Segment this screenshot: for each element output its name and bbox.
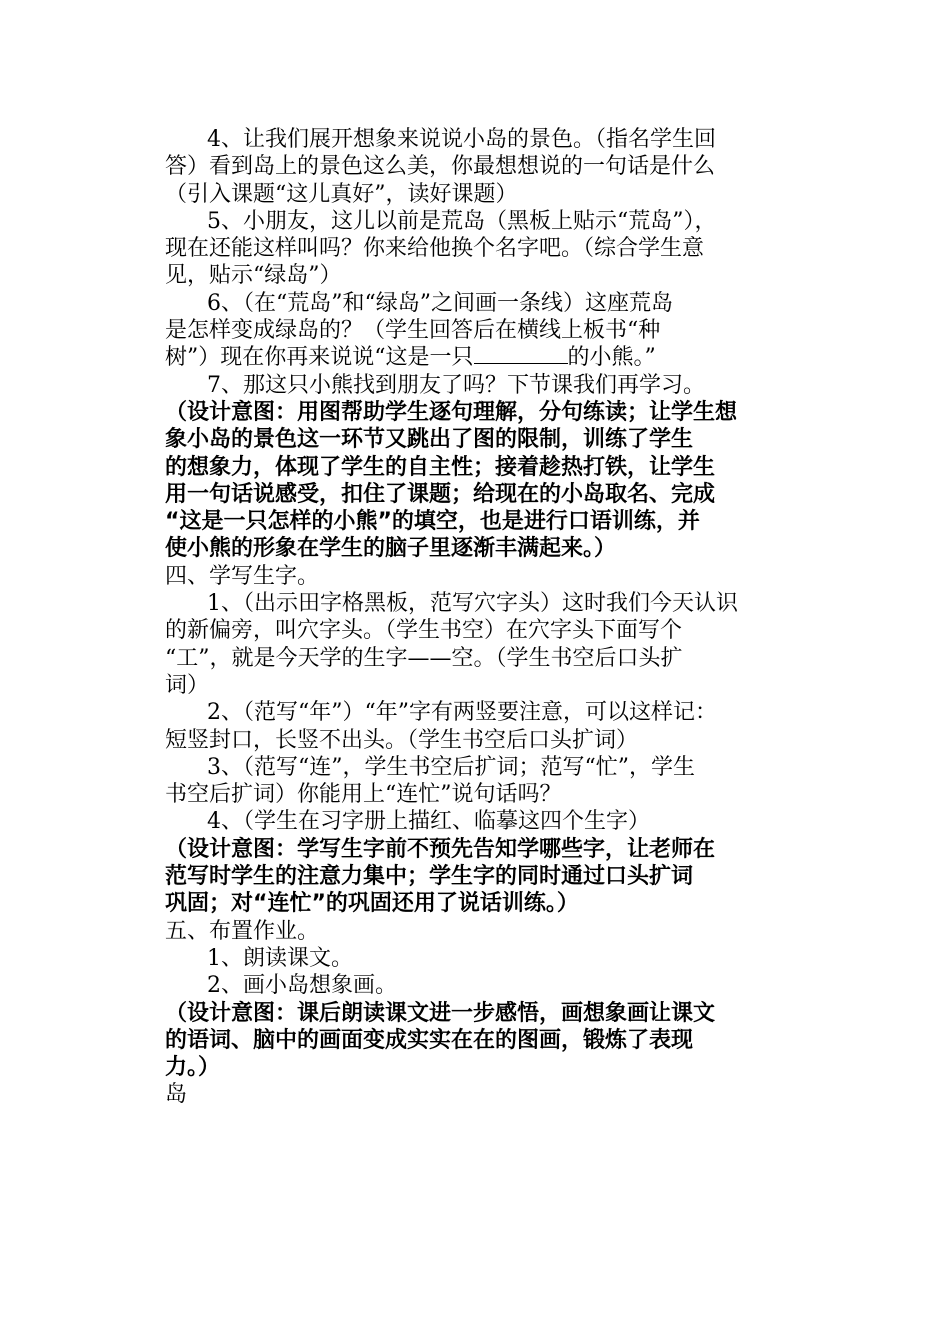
- para-line: 2、（范写“年”）“年”字有两竖要注意，可以这样记：: [207, 700, 717, 726]
- para-line: 5、小朋友，这儿以前是荒岛（黑板上贴示“荒岛”），: [207, 208, 717, 234]
- section-heading: 四、学写生字。: [165, 563, 320, 589]
- para-line: （引入课题“这儿真好”，读好课题）: [165, 181, 518, 207]
- design-note-line: （设计意图：学写生字前不预先告知学哪些字，让老师在: [165, 836, 716, 862]
- design-note-line: 范写时学生的注意力集中；学生字的同时通过口头扩词: [165, 864, 694, 890]
- para-line-with-blank: [165, 344, 790, 371]
- para-line: 是怎样变成绿岛的？（学生回答后在横线上板书“种: [165, 318, 661, 344]
- para-line: 现在还能这样叫吗？你来给他换个名字吧。（综合学生意: [165, 236, 705, 262]
- para-line: 短竖封口，长竖不出头。（学生书空后口头扩词）: [165, 727, 639, 753]
- para-line: 7、那这只小熊找到朋友了吗？下节课我们再学习。: [207, 372, 705, 398]
- para-line: 4、（学生在习字册上描红、临摹这四个生字）: [207, 809, 650, 835]
- design-note-line: “这是一只怎样的小熊”的填空，也是进行口语训练，并: [165, 509, 700, 535]
- section-heading: 五、布置作业。: [165, 918, 320, 944]
- design-note-line: （设计意图：用图帮助学生逐句理解，分句练读；让学生想: [165, 399, 738, 425]
- design-note-line: 巩固；对“连忙”的巩固还用了说话训练。）: [165, 891, 579, 917]
- para-line: 2、画小岛想象画。: [207, 973, 397, 999]
- document-page: [165, 126, 790, 1109]
- fill-in-blank: [474, 345, 568, 364]
- design-note-line: 力。）: [165, 1055, 221, 1081]
- para-line: 书空后扩词）你能用上“连忙”说句话吗？: [165, 782, 562, 808]
- blank-prefix: 树”）现在你再来说说“这是一只: [165, 345, 474, 371]
- para-line: 1、（出示田字格黑板，范写穴字头）这时我们今天认识: [207, 591, 738, 617]
- para-line: 3、（范写“连”，学生书空后扩词；范写“忙”，学生: [207, 754, 695, 780]
- para-line: 1、朗读课文。: [207, 945, 353, 971]
- design-note-line: 的想象力，体现了学生的自主性；接着趁热打铁，让学生: [165, 454, 716, 480]
- trailing-text: 岛: [165, 1082, 188, 1108]
- design-note-line: （设计意图：课后朗读课文进一步感悟，画想象画让课文: [165, 1000, 716, 1026]
- para-line: 4、让我们展开想象来说说小岛的景色。（指名学生回: [207, 127, 716, 152]
- design-note-line: 象小岛的景色这一环节又跳出了图的限制，训练了学生: [165, 427, 694, 453]
- design-note-line: 使小熊的形象在学生的脑子里逐渐丰满起来。）: [165, 536, 617, 562]
- design-note-line: 用一句话说感受，扣住了课题；给现在的小岛取名、完成: [165, 481, 716, 507]
- para-line: 见，贴示“绿岛”）: [165, 263, 342, 289]
- design-note-line: 的语词、脑中的画面变成实实在在的图画，锻炼了表现: [165, 1027, 694, 1053]
- para-line: “工”，就是今天学的生字——空。（学生书空后口头扩: [165, 645, 683, 671]
- para-line: 词）: [165, 672, 210, 698]
- para-line: 6、（在“荒岛”和“绿岛”之间画一条线）这座荒岛: [207, 290, 673, 316]
- para-line: 答）看到岛上的景色这么美，你最想想说的一句话是什么: [165, 154, 716, 180]
- para-line: 的新偏旁，叫穴字头。（学生书空）在穴字头下面写个: [165, 618, 683, 644]
- blank-suffix: 的小熊。”: [567, 345, 656, 371]
